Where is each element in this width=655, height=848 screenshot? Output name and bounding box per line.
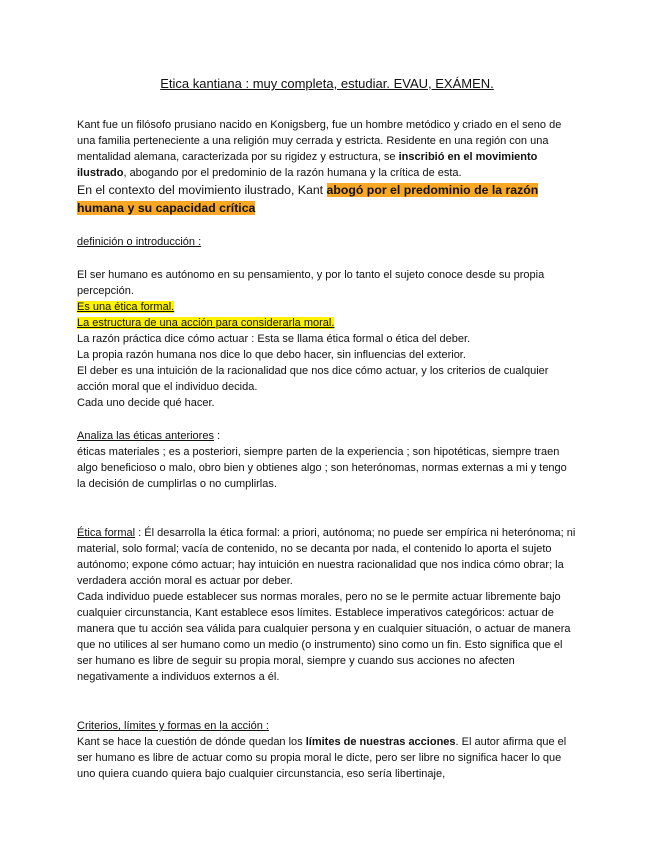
highlight-yellow-2: La estructura de una acción para considerarla moral. xyxy=(77,317,335,329)
definicion-p3: La propia razón humana nos dice lo que debo hacer, sin influencias del exterior. xyxy=(77,349,466,361)
intro-context-text: En el contexto del movimiento ilustrado, Kant xyxy=(77,183,327,197)
definicion-p2: La razón práctica dice cómo actuar : Esta se llama ética formal o ética del deber. xyxy=(77,333,471,345)
analiza-p1: éticas materiales ; es a posteriori, siempre parten de la experiencia ; son hipotéticas, siempre traen algo beneficioso o malo, obro bien y obtienes algo ; son heterónomas, normas externas a mi y tengo la decisión de cumplirlas o no cumplirlas. xyxy=(77,446,567,490)
definicion-p5: Cada uno decide qué hacer. xyxy=(77,397,215,409)
definicion-y2 xyxy=(77,315,577,331)
highlight-yellow-1: Es una ética formal. xyxy=(77,301,175,313)
intro-bold: inscribió en el movimiento ilustrado xyxy=(77,151,538,179)
document-title: Etica kantiana : muy completa, estudiar. EVAU, EXÁMEN. xyxy=(160,76,494,91)
heading-analiza-colon: : xyxy=(213,430,221,442)
formal-text-1: : Él desarrolla la ética formal: a priori, autónoma; no puede ser empírica ni heterónoma; ni material, solo formal; vacía de contenido, no se decanta por nada, el contenido lo aporta el sujeto autónomo; expone cómo actuar; hay intuición en nuestra racionalidad que nos indica cómo obrar; la verdadera acción moral es actuar por deber. xyxy=(77,527,576,587)
criterios-text-1: Kant se hace la cuestión de dónde quedan los xyxy=(77,736,306,748)
definicion-p1: El ser humano es autónomo en su pensamiento, y por lo tanto el sujeto conoce desde su propia percepción. xyxy=(77,269,545,297)
intro-paragraph xyxy=(77,117,577,181)
heading-criterios: Criterios, límites y formas en la acción : xyxy=(77,720,269,732)
highlight-orange: abogó por el predominio de la razón humana y su capacidad crítica xyxy=(77,183,539,215)
intro-context xyxy=(77,181,577,217)
heading-analiza: Analiza las éticas anteriores xyxy=(77,430,214,442)
intro-text-1: Kant fue un filósofo prusiano nacido en Konigsberg, fue un hombre metódico y criado en el seno de una familia perteneciente a una religión muy cerrada y estricta. Residente en una región con una mentalidad alemana, caracterizada por su rigidez y estructura, se xyxy=(77,119,562,163)
definicion-p4: El deber es una intuición de la racionalidad que nos dice cómo actuar, y los criterios de cualquier acción moral que el individuo decida. xyxy=(77,365,549,393)
heading-formal: Ética formal xyxy=(77,527,136,539)
definicion-y1 xyxy=(77,299,577,315)
criterios-p1 xyxy=(77,734,577,782)
formal-p1 xyxy=(77,525,577,589)
criterios-text-2: . El autor afirma que el ser humano es libre de actuar como su propia moral le dicte, pero ser libre no significa hacer lo que uno quiera cuando quiera bajo cualquier circunstancia, eso sería libertinaje, xyxy=(77,736,567,780)
heading-analiza-line xyxy=(77,428,577,444)
document-page xyxy=(77,76,577,782)
intro-text-2: , abogando por el predominio de la razón humana y la crítica de esta. xyxy=(123,167,462,179)
heading-definicion: definición o introducción : xyxy=(77,236,202,248)
formal-p2: Cada individuo puede establecer sus normas morales, pero no se le permite actuar libremente bajo cualquier circunstancia, Kant establece esos límites. Establece imperativos categóricos: actuar de manera que tu acción sea válida para cualquier persona y en cualquier situación, o actuar de manera que no utilices al ser humano como un medio (o instrumento) sino como un fin. Esto significa que el ser humano es libre de seguir su propia moral, siempre y cuando sus acciones no afecten negativamente a individuos externos a él. xyxy=(77,591,571,683)
criterios-bold: límites de nuestras acciones xyxy=(305,736,456,748)
